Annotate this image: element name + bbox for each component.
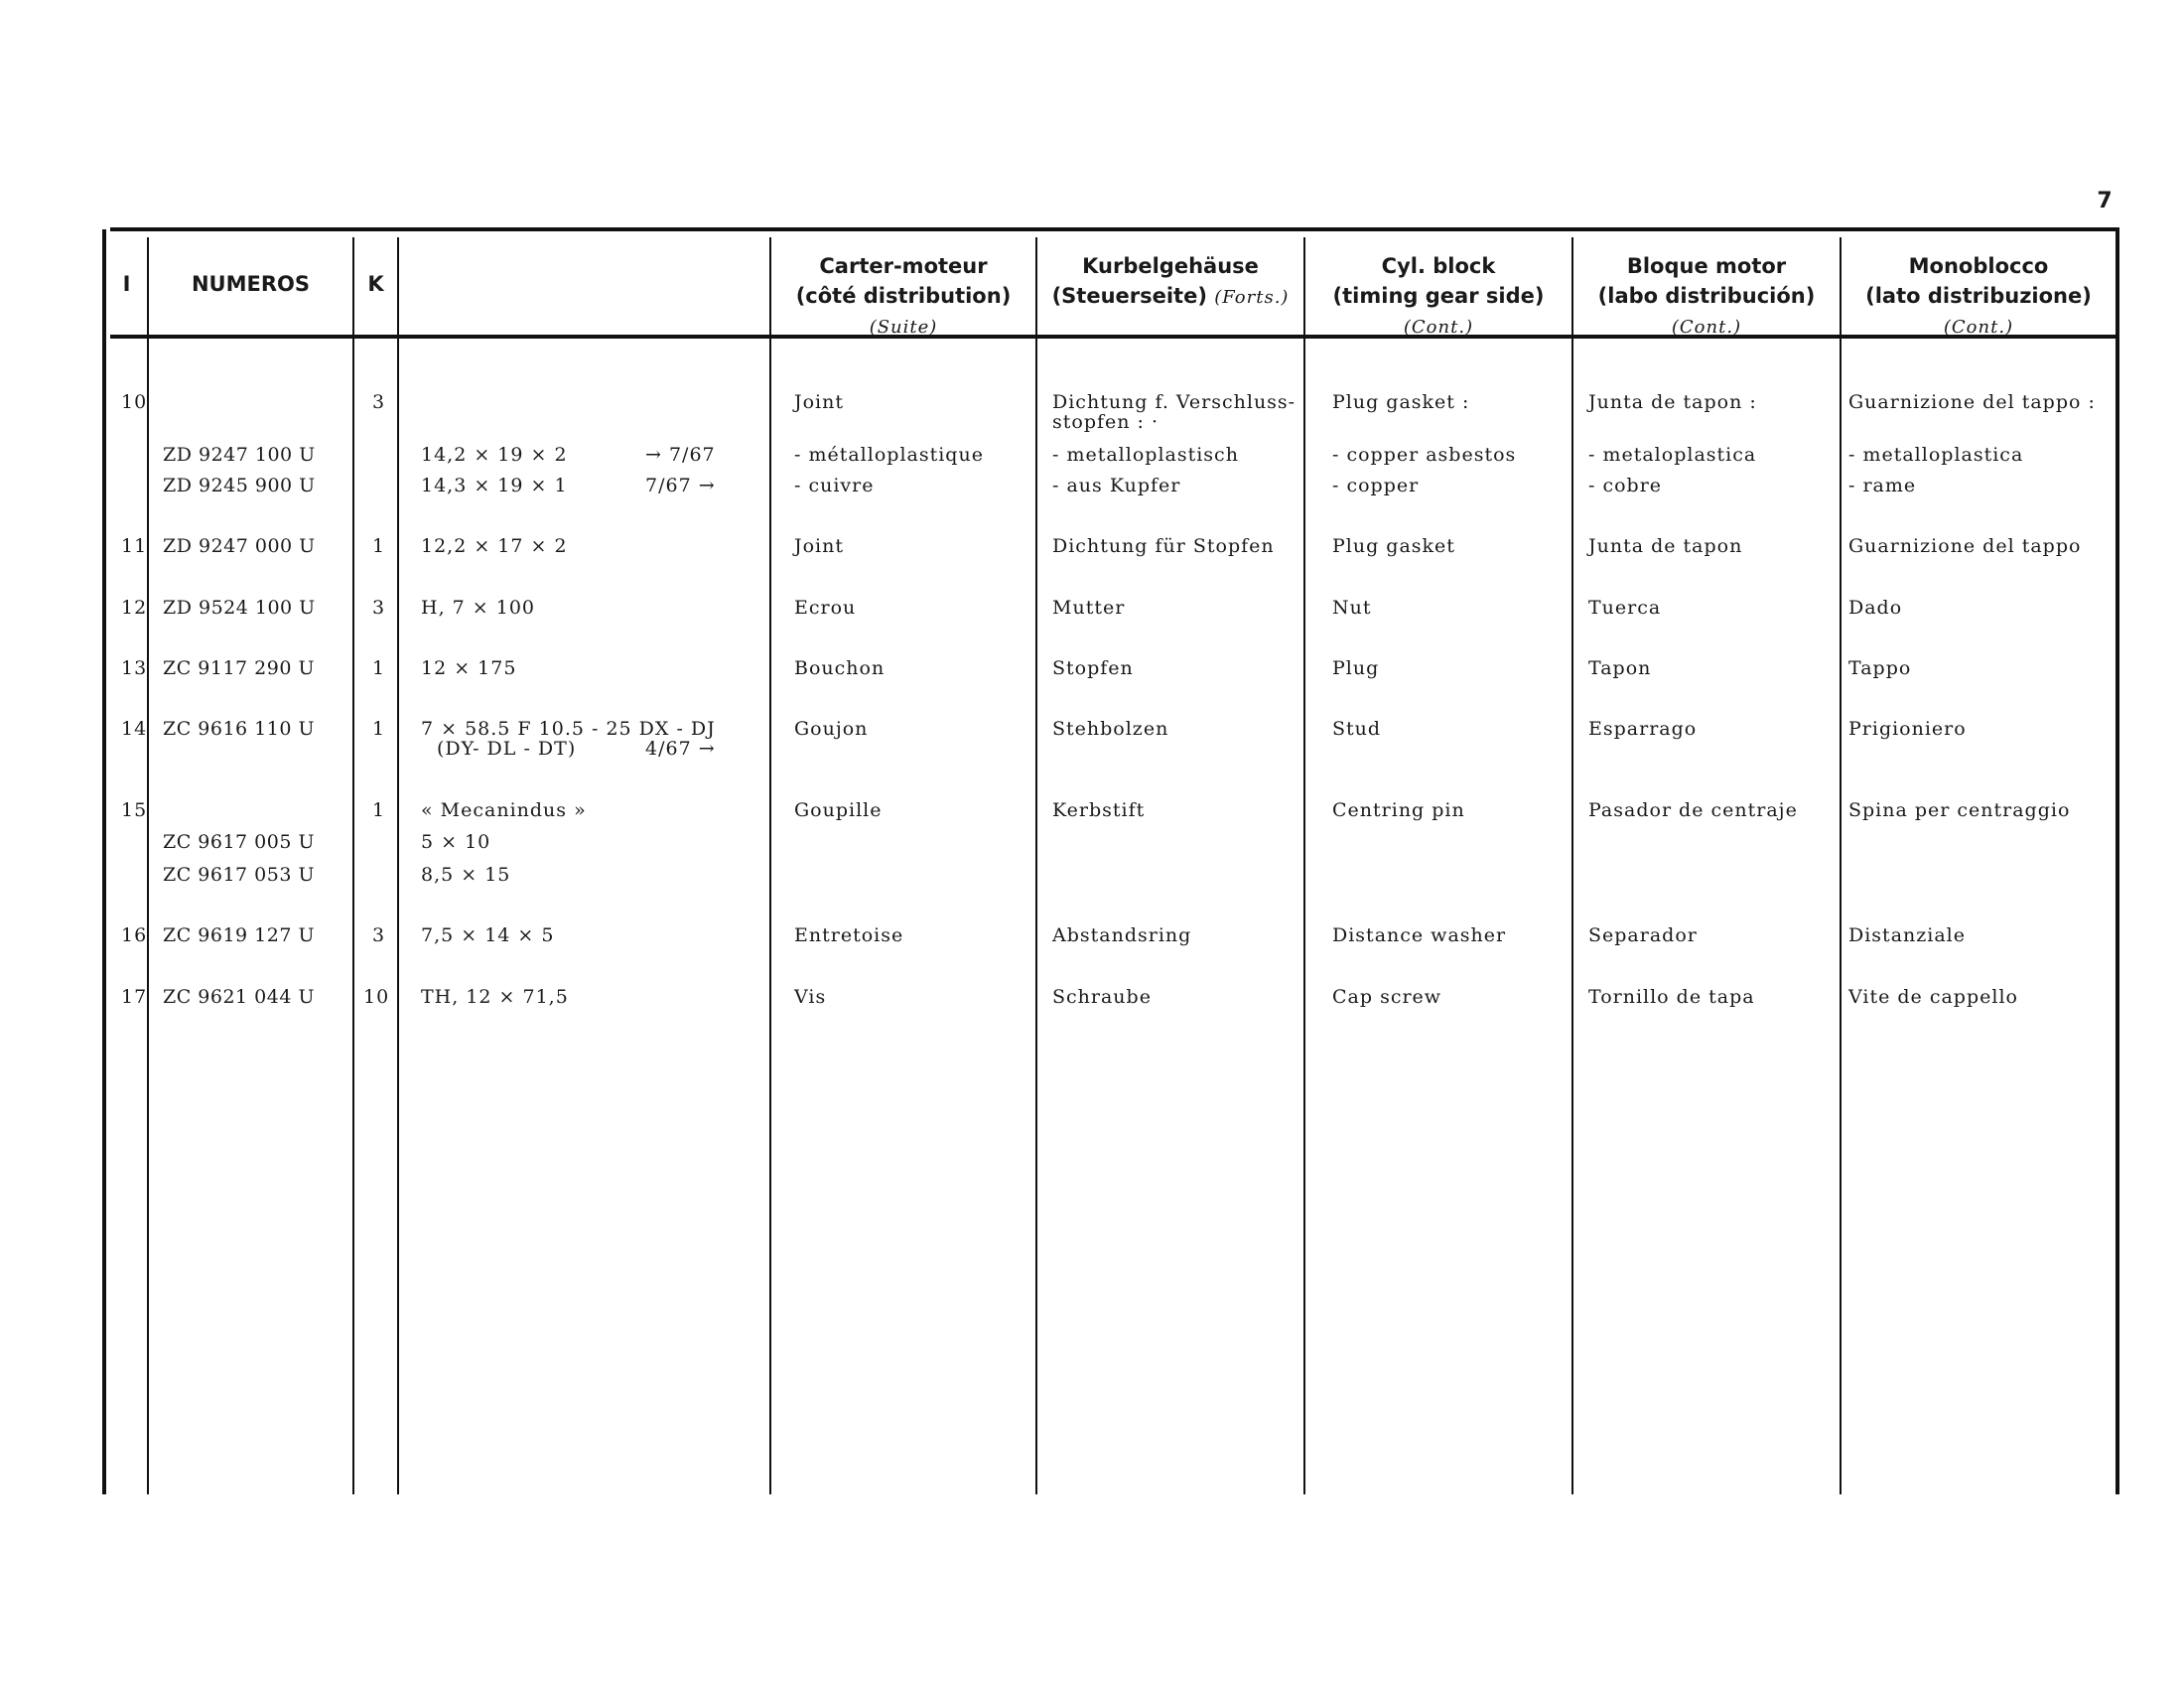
- header-en-title: Cyl. block: [1381, 254, 1496, 278]
- quantity: 1: [372, 657, 386, 679]
- desc-es: Junta de tapon :: [1588, 391, 1757, 413]
- desc-fr: Ecrou: [794, 597, 857, 619]
- rule-numeros: [352, 237, 354, 1494]
- header-de-sub: (Steuerseite): [1051, 284, 1207, 308]
- quantity: 3: [372, 391, 386, 413]
- header-en-sub: (timing gear side): [1332, 284, 1545, 308]
- dimensions: « Mecanindus »: [421, 799, 587, 821]
- desc-en: - copper asbestos: [1332, 444, 1517, 466]
- part-number: ZC 9619 127 U: [163, 924, 315, 946]
- part-number: ZC 9617 053 U: [163, 864, 315, 886]
- row-index: 14: [121, 718, 148, 740]
- header-es-note: (Cont.): [1671, 317, 1742, 338]
- header-de: [1037, 251, 1303, 313]
- desc-fr: Joint: [794, 535, 845, 557]
- desc-it: - rame: [1848, 475, 1917, 496]
- desc-es: Pasador de centraje: [1588, 799, 1798, 821]
- header-fr: [771, 251, 1035, 343]
- desc-de: Stehbolzen: [1052, 718, 1169, 740]
- dimensions: 12 × 175: [421, 657, 517, 679]
- desc-en: Centring pin: [1332, 799, 1465, 821]
- desc-en: Plug gasket :: [1332, 391, 1470, 413]
- quantity: 10: [363, 986, 390, 1008]
- desc-it: Guarnizione del tappo :: [1848, 391, 2096, 413]
- header-fr-title: Carter-moteur: [819, 254, 988, 278]
- desc-es: - metaloplastica: [1588, 444, 1757, 466]
- desc-es: Tuerca: [1588, 597, 1662, 619]
- rule-spec: [769, 237, 771, 1494]
- dimensions-line2: (DY- DL - DT): [437, 738, 577, 760]
- part-number: ZC 9616 110 U: [163, 718, 315, 740]
- row-index: 11: [121, 535, 148, 557]
- dimensions: 5 × 10: [421, 831, 491, 853]
- rule-right: [2116, 229, 2119, 1494]
- header-de-title: Kurbelgehäuse: [1082, 254, 1259, 278]
- part-number: ZD 9245 900 U: [163, 475, 316, 496]
- desc-es: Tapon: [1588, 657, 1652, 679]
- desc-fr: Joint: [794, 391, 845, 413]
- desc-en: Distance washer: [1332, 924, 1507, 946]
- desc-es: Tornillo de tapa: [1588, 986, 1755, 1008]
- desc-de: Kerbstift: [1052, 799, 1146, 821]
- date-range: 7/67 →: [645, 475, 716, 496]
- desc-en: Nut: [1332, 597, 1372, 619]
- row-index: 17: [121, 986, 148, 1008]
- desc-es: Esparrago: [1588, 718, 1698, 740]
- desc-fr: Goujon: [794, 718, 869, 740]
- desc-de: Dichtung f. Verschluss-: [1052, 391, 1297, 413]
- part-number: ZD 9524 100 U: [163, 597, 316, 619]
- dimensions: 7 × 58.5 F 10.5 - 25 DX - DJ: [421, 718, 716, 740]
- part-number: ZC 9117 290 U: [163, 657, 315, 679]
- desc-en: Plug gasket: [1332, 535, 1455, 557]
- desc-it: Vite de cappello: [1848, 986, 2018, 1008]
- rule-es: [1840, 237, 1842, 1494]
- header-numeros: NUMEROS: [191, 272, 311, 296]
- desc-fr: Entretoise: [794, 924, 904, 946]
- rule-left: [102, 229, 106, 1494]
- desc-de-line2: stopfen : ·: [1052, 411, 1160, 433]
- desc-fr: - métalloplastique: [794, 444, 984, 466]
- desc-it: Prigioniero: [1848, 718, 1967, 740]
- desc-en: Plug: [1332, 657, 1380, 679]
- desc-fr: Vis: [794, 986, 827, 1008]
- date-range: 4/67 →: [645, 738, 716, 760]
- row-index: 12: [121, 597, 148, 619]
- date-range: → 7/67: [645, 444, 716, 466]
- header-es-sub: (labo distribución): [1597, 284, 1816, 308]
- desc-en: Cap screw: [1332, 986, 1442, 1008]
- desc-de: Dichtung für Stopfen: [1052, 535, 1275, 557]
- rule-en: [1571, 237, 1573, 1494]
- row-index: 10: [121, 391, 148, 413]
- desc-fr: - cuivre: [794, 475, 875, 496]
- desc-en: - copper: [1332, 475, 1420, 496]
- header-it-sub: (lato distribuzione): [1865, 284, 2092, 308]
- desc-en: Stud: [1332, 718, 1382, 740]
- desc-es: Separador: [1588, 924, 1698, 946]
- desc-de: - metalloplastisch: [1052, 444, 1239, 466]
- desc-fr: Goupille: [794, 799, 883, 821]
- header-de-note: (Forts.): [1214, 287, 1290, 308]
- part-number: ZC 9621 044 U: [163, 986, 315, 1008]
- desc-de: Schraube: [1052, 986, 1152, 1008]
- desc-it: - metalloplastica: [1848, 444, 2024, 466]
- desc-it: Distanziale: [1848, 924, 1966, 946]
- table-top-rule: [110, 227, 2119, 231]
- rule-i: [147, 237, 149, 1494]
- dimensions: 14,2 × 19 × 2: [421, 444, 568, 466]
- header-fr-note: (Suite): [869, 317, 938, 338]
- quantity: 1: [372, 718, 386, 740]
- row-index: 13: [121, 657, 148, 679]
- page-number: 7: [2097, 189, 2113, 213]
- header-it-title: Monoblocco: [1908, 254, 2049, 278]
- header-k: K: [367, 272, 384, 296]
- rule-de: [1303, 237, 1305, 1494]
- desc-es: - cobre: [1588, 475, 1663, 496]
- dimensions: H, 7 × 100: [421, 597, 536, 619]
- desc-de: Abstandsring: [1052, 924, 1192, 946]
- desc-it: Spina per centraggio: [1848, 799, 2071, 821]
- quantity: 3: [372, 597, 386, 619]
- header-en: [1305, 251, 1571, 343]
- dimensions: 7,5 × 14 × 5: [421, 924, 555, 946]
- quantity: 3: [372, 924, 386, 946]
- header-fr-sub: (côté distribution): [795, 284, 1012, 308]
- row-index: 16: [121, 924, 148, 946]
- header-es: [1573, 251, 1840, 343]
- rule-fr: [1035, 237, 1037, 1494]
- part-number: ZD 9247 000 U: [163, 535, 316, 557]
- dimensions: 12,2 × 17 × 2: [421, 535, 568, 557]
- header-i: I: [122, 272, 131, 296]
- quantity: 1: [372, 535, 386, 557]
- part-number: ZC 9617 005 U: [163, 831, 315, 853]
- row-index: 15: [121, 799, 148, 821]
- desc-it: Tappo: [1848, 657, 1912, 679]
- desc-de: Stopfen: [1052, 657, 1134, 679]
- header-it: [1842, 251, 2116, 343]
- desc-it: Guarnizione del tappo: [1848, 535, 2082, 557]
- part-number: ZD 9247 100 U: [163, 444, 316, 466]
- dimensions: TH, 12 × 71,5: [421, 986, 569, 1008]
- header-it-note: (Cont.): [1943, 317, 2014, 338]
- desc-fr: Bouchon: [794, 657, 886, 679]
- header-en-note: (Cont.): [1403, 317, 1474, 338]
- dimensions: 8,5 × 15: [421, 864, 511, 886]
- header-es-title: Bloque motor: [1626, 254, 1787, 278]
- rule-k: [397, 237, 399, 1494]
- desc-it: Dado: [1848, 597, 1903, 619]
- desc-es: Junta de tapon: [1588, 535, 1743, 557]
- desc-de: - aus Kupfer: [1052, 475, 1181, 496]
- quantity: 1: [372, 799, 386, 821]
- desc-de: Mutter: [1052, 597, 1126, 619]
- dimensions: 14,3 × 19 × 1: [421, 475, 568, 496]
